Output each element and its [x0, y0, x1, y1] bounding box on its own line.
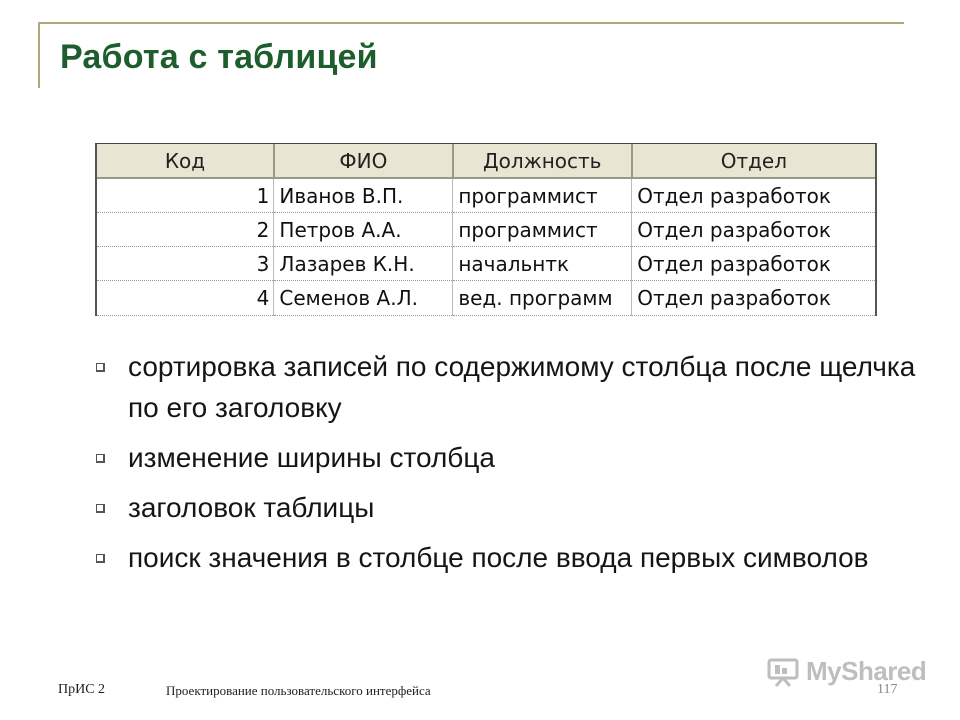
list-item — [96, 487, 916, 528]
table-row[interactable] — [97, 178, 875, 213]
cell-department: Отдел разработок — [632, 213, 875, 247]
list-item-text: заголовок таблицы — [128, 492, 375, 523]
footer-course: ПрИС 2 — [58, 682, 106, 697]
table-row[interactable] — [97, 213, 875, 247]
list-item-text: поиск значения в столбце после ввода первых символов — [128, 542, 869, 573]
presentation-board-icon — [766, 657, 800, 687]
frame-left-line — [38, 22, 40, 88]
cell-name: Иванов В.П. — [274, 178, 453, 213]
cell-code: 2 — [97, 213, 274, 247]
cell-department: Отдел разработок — [632, 178, 875, 213]
square-bullet-icon — [96, 363, 105, 372]
list-item-text: изменение ширины столбца — [128, 442, 495, 473]
list-item — [96, 346, 916, 428]
feature-list — [96, 346, 916, 587]
table-row[interactable] — [97, 247, 875, 281]
cell-position: вед. программ — [453, 281, 632, 316]
list-item-text: сортировка записей по содержимому столбца после щелчка по его заголовку — [128, 351, 916, 423]
square-bullet-icon — [96, 554, 105, 563]
cell-name: Семенов А.Л. — [274, 281, 453, 316]
cell-position: начальнтк — [453, 247, 632, 281]
cell-code: 3 — [97, 247, 274, 281]
table-header-row — [97, 144, 875, 178]
column-header-department[interactable]: Отдел — [632, 144, 875, 178]
column-header-position[interactable]: Должность — [453, 144, 632, 178]
watermark-text: MyShared — [806, 656, 927, 686]
cell-position: программист — [453, 178, 632, 213]
cell-department: Отдел разработок — [632, 281, 875, 316]
cell-name: Петров А.А. — [274, 213, 453, 247]
column-header-code[interactable]: Код — [97, 144, 274, 178]
cell-position: программист — [453, 213, 632, 247]
list-item — [96, 537, 916, 578]
list-item — [96, 437, 916, 478]
cell-code: 1 — [97, 178, 274, 213]
footer-subject: Проектирование пользовательского интерфейса — [166, 683, 431, 698]
square-bullet-icon — [96, 504, 105, 513]
data-table — [95, 143, 877, 316]
watermark — [766, 656, 926, 687]
cell-name: Лазарев К.Н. — [274, 247, 453, 281]
square-bullet-icon — [96, 454, 105, 463]
cell-code: 4 — [97, 281, 274, 316]
table-row[interactable] — [97, 281, 875, 316]
column-header-name[interactable]: ФИО — [274, 144, 453, 178]
slide-title: Работа с таблицей — [60, 38, 378, 76]
cell-department: Отдел разработок — [632, 247, 875, 281]
footer-page-number: 117 — [877, 682, 898, 697]
frame-top-line — [38, 22, 904, 24]
